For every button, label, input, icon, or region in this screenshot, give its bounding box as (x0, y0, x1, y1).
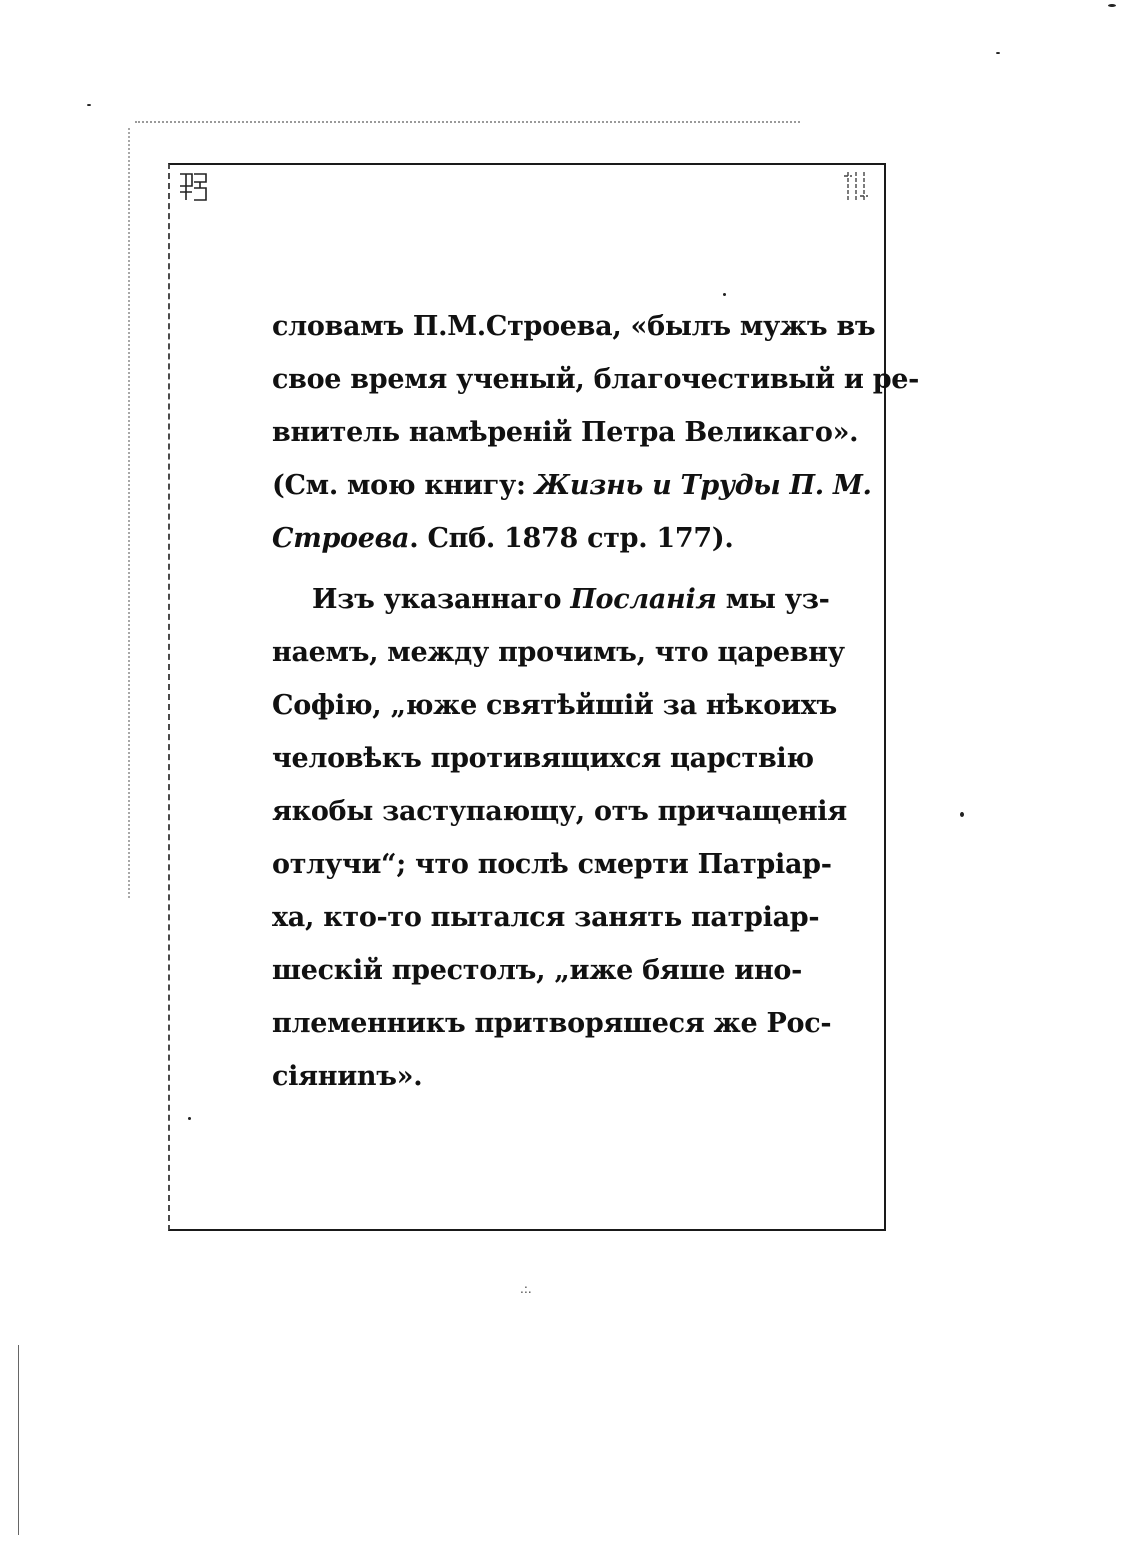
text-line: Софію, „юже святѣйшій за нѣкоихъ (272, 690, 837, 721)
page-mark: .:. (520, 1282, 532, 1296)
text-line (272, 573, 830, 626)
text-line: шескій престолъ, „иже бяше ино- (272, 955, 803, 986)
text-line: наемъ, между прочимъ, что царевну (272, 637, 845, 668)
corner-ornament-icon (842, 170, 872, 202)
text-line: отлучи“; что послѣ смерти Патріар- (272, 849, 832, 880)
scan-speck (87, 104, 91, 106)
scan-speck (996, 52, 1000, 54)
scan-speck (1108, 4, 1116, 7)
corner-ornament-icon (178, 170, 208, 202)
text-line: якобы заступающу, отъ причащенія (272, 796, 847, 827)
text-line: сіяниnъ». (272, 1061, 423, 1092)
text-run: Изъ указаннаго (312, 584, 571, 615)
text-line: свое время ученый, благочестивый и ре- (272, 364, 920, 395)
text-line (272, 459, 872, 512)
text-line: внитель намѣреній Петра Великаго». (272, 417, 859, 448)
text-line: племенникъ притворяшеся же Рос- (272, 1008, 832, 1039)
scan-speck (960, 812, 964, 817)
text-line: человѣкъ противящихся царствію (272, 743, 814, 774)
text-line: словамъ П.М.Строева, «былъ мужъ въ (272, 311, 876, 342)
scan-dotted-edge-left (128, 128, 130, 898)
text-line: ха, кто-то пытался занять патріар- (272, 902, 820, 933)
text-line (272, 512, 777, 565)
scan-dotted-edge-top (135, 121, 800, 123)
text-run: (См. мою книгу: (272, 470, 535, 501)
text-run: . Спб. 1878 стр. 177). (409, 523, 734, 554)
book-title-italic: Жизнь и Труды П. М. (534, 470, 872, 501)
epistle-title-italic: Посланія (570, 584, 717, 615)
body-text (272, 300, 920, 1103)
scan-edge-line (18, 1345, 19, 1535)
book-title-italic: Строева (272, 523, 410, 554)
text-run: мы уз- (716, 584, 830, 615)
